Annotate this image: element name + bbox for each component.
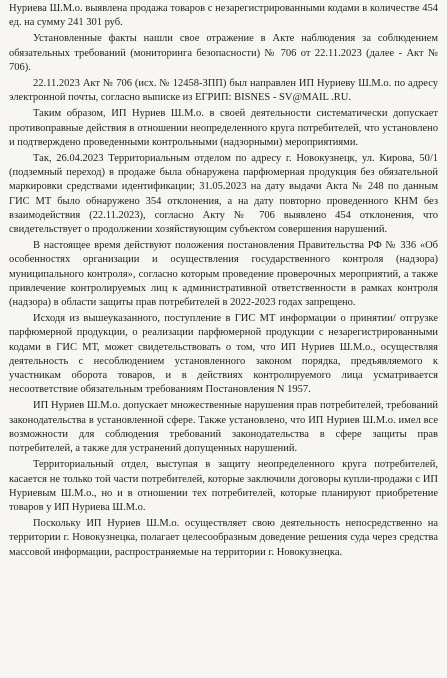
paragraph-6: В настоящее время действуют положения постановления Правительства РФ № 336 «Об особенностях организации и осуществления государственного контроля (надзора) муниципального контроля», согласно которым проведение проверочных мероприятий, а также привлечение контролируемых лиц к административной ответственности в рамках контроля (надзора) в области защиты прав потребителей в 2022-2023 годах запрещено. xyxy=(9,240,438,309)
paragraph-8: ИП Нуриев Ш.М.о. допускает множественные нарушения прав потребителей, требований законодательства в установленной сфере. Также установлено, что ИП Нуриев Ш.М.о. имел все возможности для соблюдения требований законодательства в сфере защиты прав потребителей, а также для устранений допущенных нарушений. xyxy=(9,400,438,455)
paragraph-7: Исходя из вышеуказанного, поступление в ГИС МТ информации о принятии/ отгрузке парфюмерной продукции, о реализации парфюмерной продукции с незарегистрированными кодами в ГИС МТ, может свидетельствовать о том, что ИП Нуриев Ш.М.о., осуществляя деятельность с несоблюдением установленного законом порядка, предъявляемого к участникам оборота товаров, и в действиях контролируемого лица усматривается несоответствие обязательным требованиям Постановления N 1957. xyxy=(9,313,438,396)
paragraph-2: Установленные факты нашли свое отражение в Акте наблюдения за соблюдением обязательных требований (мониторинга безопасности) № 706 от 22.11.2023 (далее - Акт № 706). xyxy=(9,33,438,73)
paragraph-1: Нуриева Ш.М.о. выявлена продажа товаров с незарегистрированными кодами в количестве 454 ед. на сумму 241 301 руб. xyxy=(9,3,438,29)
paragraph-5: Так, 26.04.2023 Территориальным отделом по адресу г. Новокузнецк, ул. Кирова, 50/1 (подземный переход) в продаже была обнаружена парфюмерная продукция без обязательной маркировки средствами идентификации; 31.05.2023 на дату выдачи Акта № 248 по данным ГИС МТ было обнаружено 354 отклонения, а на дату повторно проведенного КНМ без взаимодействия (22.11.2023), согласно Акту № 706 выявлено 454 отклонения, что свидетельствует о продолжении хозяйствующим субъектом совершения нарушений. xyxy=(9,153,438,236)
paragraph-10: Поскольку ИП Нуриев Ш.М.о. осуществляет свою деятельность непосредственно на территории г. Новокузнецка, полагает целесообразным доведение решения суда через средства массовой информации, распространяемые на территории г. Новокузнецка. xyxy=(9,518,438,558)
paragraph-3: 22.11.2023 Акт № 706 (исх. № 12458-ЗПП) был направлен ИП Нуриеву Ш.М.о. по адресу электронной почты, согласно выписке из ЕГРИП: BISNES - SV@MAIL .RU. xyxy=(9,78,438,104)
paragraph-4: Таким образом, ИП Нуриев Ш.М.о. в своей деятельности систематически допускает противоправные действия в отношении неопределенного круга потребителей, что установлено и подтверждено проведенными контрольными (надзорными) мероприятиями. xyxy=(9,108,438,148)
paragraph-9: Территориальный отдел, выступая в защиту неопределенного круга потребителей, касается не только той части потребителей, которые заключили договоры купли-продажи с ИП Нуриевым Ш.М.о., но и в отношении тех потребителей, которые планируют приобретение товаров у ИП Нуриева Ш.М.о. xyxy=(9,459,438,513)
